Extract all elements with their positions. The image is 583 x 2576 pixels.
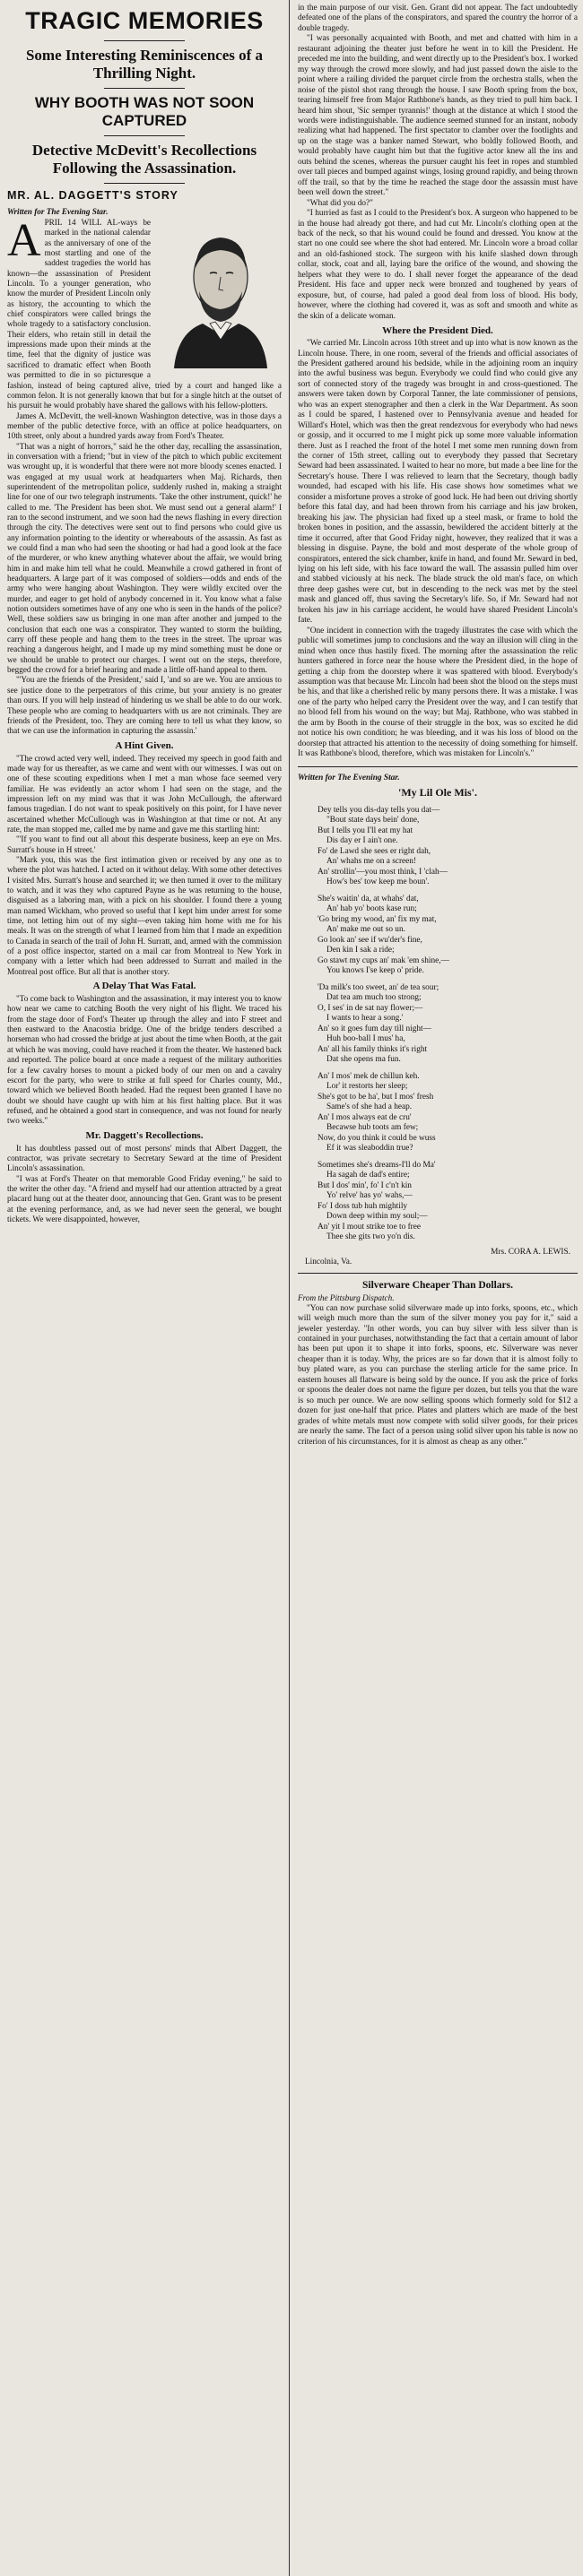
- paragraph: "To come back to Washington and the assassination, it may interest you to know how near we came to catching Booth the very night of his flight. We traced his from the stage door of Ford's Theater up through the alley and into F street and then eastward to the Anacostia bridge. One of the bridge tenders described a horseman who had crossed the bridge at just about the time when Booth, at the gait at which he was moving, could have reached it from the theater. We hastened back and reported. The police board at once made a request of the military authorities for a few cavalry horses to mount a picked body of our men on and a cavalry escort for the party, who were to strike at full speed for Charles county, Md., toward which we believed Booth headed. Had the request been granted I have no doubt we should have caught up with him at his first halting place. But it was refused, and he obtained a good start in consequence, and was not found for nearly two weeks.": [7, 994, 282, 1126]
- paragraph: "'If you want to find out all about this desperate business, keep an eye on Mrs. Surratt's house in H street.': [7, 834, 282, 854]
- credit-line: From the Pittsburg Dispatch.: [298, 1292, 395, 1302]
- paragraph: "I was personally acquainted with Booth, and met and chatted with him in a restaurant adjoining the theater just before he went in to kill the President. He preceded me into the building, and went directly up to the President's box. I worked my way through the crowd more slowly, and had just passed down the aisle to the point where a railing divided the parquet circle from the orchestra stalls, when the noise of the pistol shot rang through the house. I saw Booth spring from the box, tearing himself free from Major Rathbone's hands, as they tried to pull him back. I heard him shout, 'Sic semper tyrannis!' though at the distance at which I stood the words were indistinguishable. The audience seemed stunned for an instant, nobody realizing what had happened. The first spectator to clamber over the footlights and up on the stage was a banker named Stewart, who boldly followed Booth, and would probably have caught him but that the fugitive actor knew all the ins and outs behind the scenes, whereas the pursuer caught his feet in ropes and stumbled over tall pieces and bumped against wings, losing ground rapidly, and being thrown off the trail, so that by the time he reached the stage door the assassin must have been well down the street.": [298, 34, 578, 198]
- poem-stanza: [318, 895, 578, 977]
- divider: [104, 183, 185, 184]
- poem-line: Dat she opens ma fun.: [326, 1055, 401, 1065]
- poem-line: Ef it was sleaboddin true?: [326, 1144, 413, 1154]
- poem-line: Same's of she had a heap.: [326, 1102, 413, 1112]
- divider: [104, 88, 185, 89]
- headline: TRAGIC MEMORIES: [25, 7, 264, 34]
- poem-line: O, I ses' in de sat nay flower;—: [318, 1003, 423, 1013]
- paragraph: "You can now purchase solid silverware made up into forks, spoons, etc., which will weigh much more than the sum of the silver money you pay for it," said a jeweler yesterday. "In other words, you can buy silver with less silver than is contained in your purchases, notwithstanding the fact that a certain amount of labor has been put upon it to shape it into forks, spoons, etc. Silverware was never cheaper than it is today. Why, the prices are so far down that it is almost folly to buy plated ware, as you can purchase the sterling article for the same price. In eastern houses all flatware is being sold by the ounce. If you ask the price of forks or spoons the dealer does not name the figure per dozen, but tells you that the ware is so much per ounce. We are now selling spoons which formerly sold for $12 a dozen for just one-half that price. Plates and platters which are made of the best grades of white metals must now compete with solid silver goods, for their prices are nearly the same. The fact of a person using solid silver upon his table is now no criterion of his circumstances, for it is almost as cheap as any other.": [298, 1303, 578, 1447]
- poem-line: An' make me out so un.: [326, 925, 405, 935]
- poem-line: "Bout state days bein' done,: [326, 816, 420, 826]
- paragraph: James A. McDevitt, the well-known Washington detective, was in those days a member of the public detective force, with an office at police headquarters, on 10th street, only about a hundred yards away from Ford's Theater.: [7, 411, 282, 441]
- poem-line: Thee she gits two yo'n dis.: [326, 1232, 415, 1242]
- paragraph: in the main purpose of our visit. Gen. Grant did not appear. The fact undoubtedly defeated one of the plans of the conspirators, and spared the country the horror of a double tragedy.: [298, 4, 578, 33]
- section-heading: Where the President Died.: [382, 325, 493, 337]
- paragraph: "The crowd acted very well, indeed. They received my speech in good faith and made way for us thereafter, as we came and went with our witnesses. I was out on one of these scouting expeditions when I met a man whose face seemed very familiar. He was evidently an actor whom I had seen on the stage, and the impression left on my mind was that it was John McCullough, the afterward famous tragedian. I do not want to speak positively on this point, for I have never ascertained whether McCullough was in Washington at that time or not. At any rate, the man stopped me, called me by name and gave me this startling hint:: [7, 753, 282, 834]
- poem-line: An' strollin'—you most think, I 'clah—: [318, 867, 448, 877]
- paragraph: "That was a night of horrors," said he the other day, recalling the assassination, in conversation with a friend; "but in view of the pitch to which public excitement was wrought up, it is wonderful that there were not more bloody scenes enacted. I was engaged at my usual work at headquarters when Maj. Richards, then superintendent of the metropolitan police, suddenly rushed in, making a straight line for one of our two telegraph instruments. 'Take the other instrument, quick!' he called to me. 'The President has been shot. We must send out a general alarm!' I ran to the second instrument, and we soon had the news flashing in every direction through the city. The detectives were sent out to find persons who could give us any information pointing to the identity or whereabouts of the assassin. As fast as we could find a man who had seen the shooting or had had a good look at the face of the murderer, or who knew anything whatever about the affair, we would bring him in and make him tell what he could. Meanwhile a crowd gathered in front of headquarters. A large part of it was composed of soldiers—odds and ends of the army who were hanging about Washington. They were wildly excited over the murder, and eager to get hold of anybody concerned in it. You know what a false notion outsiders sometimes have of any one who is seen in the hands of the police? Well, these soldiers saw us bringing in one man after another and jumped to the conclusion that each one was a conspirator. They wanted to storm the building, carry off these people and hang them to the trees in the street. The uproar was reaching a dangerous height, and I made up my mind something must be done or we should be unable to protect our charges. I went out on the steps, therefore, begged the crowd for a brief hearing and made a little off-hand appeal to them.: [7, 441, 282, 675]
- deck-secondary: Detective McDevitt's Recollections Following the Assassination.: [31, 142, 257, 177]
- paragraph: It has doubtless passed out of most persons' minds that Albert Daggett, the contractor, was private secretary to Secretary Seward at the time of President Lincoln's assassination.: [7, 1143, 282, 1173]
- poem-line: But I tells you I'll eat my hat: [318, 826, 413, 835]
- section-heading: Silverware Cheaper Than Dollars.: [361, 1279, 514, 1291]
- poem-title: 'My Lil Ole Mis'.: [398, 785, 477, 799]
- poem-line: An' so it goes fum day till night—: [318, 1024, 431, 1033]
- poem-line: An' hab yo' boots kase run;: [326, 904, 417, 914]
- poem-line: Dat tea am much too strong;: [326, 993, 422, 1003]
- poem-stanza: [318, 806, 578, 888]
- poem-line: She's waitin' da, at whahs' dat,: [318, 894, 419, 903]
- poem-line: 'Go bring my wood, an' fix my mat,: [318, 914, 437, 924]
- subheadline: Some Interesting Reminiscences of a Thrilling Night.: [25, 47, 264, 82]
- poem-line: Becawse hub toots am few;: [326, 1123, 419, 1133]
- poem-line: Down deep within my soul;—: [326, 1212, 428, 1222]
- byline: MR. AL. DAGGETT'S STORY: [7, 189, 178, 202]
- divider: [104, 135, 185, 136]
- paragraph: "We carried Mr. Lincoln across 10th street and up into what is now known as the Lincoln house. There, in one room, several of the friends and official associates of the President gathered around his bedside, while in the adjoining room an inquiry into the awful business was begun. Everybody we could find who could give any sort of connected story of the tragedy was brought in and cross-questioned. The answers were taken down by Corporal Tanner, the late commissioner of pensions, who was an expert stenographer and then a clerk in the War Department. As soon as I could be spared, I hastened over to Pennsylvania avenue and headed for Willard's Hotel, which was then the great rendezvous for everybody who had news or gossip, and it occurred to me I might pick up some more valuable information there. Just as I reached the front of the hotel I met some men running down from the corner of 15th street, calling out to everybody they passed that Secretary Seward had been assassinated. I waited to hear no more, but made a bee line for the Secretary's house. There I was relieved to learn that the Secretary, though badly wounded, had escaped with his life. His case shows how sometimes what we consider a misfortune proves a stroke of good luck. He had been out driving shortly before this fatal day, and had been thrown from his carriage and his jaw broken, breaking his jaw. The physician had fixed up a steel mask, or frame to hold the broken bones in position, and the assassin, bewildered the accident bitterly at the time it occurred, after that Good Friday night, however, they realized that it was a blessing in disguise. Payne, the bold and most desperate of the whole group of conspirators, entered the sick chamber, knife in hand, and found Mr. Seward in bed, lying on his left side, with his face toward the wall. The assassin pulled him over and stabbed viciously at his neck. The blade struck the old man's face, on which three deep gashes were cut, but in descending to the neck was met by the steel mask and glanced off, thus saving the Secretary's life. So, if Mr. Seward had not broken his jaw in his carriage accident, he would have shared President Lincoln's fate.: [298, 339, 578, 626]
- poem-line: You knows I'se keep o' pride.: [326, 966, 424, 976]
- poem-line: An' whahs me on a screen!: [326, 857, 417, 867]
- poem-line: Go stawt my cups an' mak 'em shine,—: [318, 955, 449, 965]
- column-rule: [289, 0, 290, 2576]
- poem-line: I wants to hear a song.': [326, 1014, 404, 1024]
- lincoln-portrait-illustration: [156, 221, 282, 368]
- poem-line: But I dos' min', fo' I c'n't kin: [318, 1180, 412, 1190]
- section-heading: Mr. Daggett's Recollections.: [85, 1129, 204, 1141]
- poem-line: Lor' it restorts her sleep;: [326, 1082, 408, 1092]
- poem-line: Now, do you think it could be wuss: [318, 1133, 436, 1143]
- left-column: [4, 0, 283, 2576]
- poem-credit: Written for The Evening Star.: [298, 773, 400, 782]
- paragraph: "One incident in connection with the tragedy illustrates the case with which the public will sometimes jump to conclusions and the way an illusion will cling in the mind when once thus hastily fixed. The morning after the assassination the relic hunters gathered in force near the house where the President died, in the hope of getting a chip from the doorstep where it was spattered with blood. Everybody's assumption was that because Mr. Lincoln had been shot the blood on the steps must be his, and that like a cherished relic by many persons there. It was a mistake. I was one of the party who helped carry the President over the way, and I can testify that no blood fell from his wound on the way; but Maj. Rathbone, who was stabbed in the arm by Booth in the course of their struggle in the box, was so excited he did not notice his own condition; he was bleeding, and it was his loss of blood on the doorstep that attracted his attention to the necessity of doing something for himself. It was Rathbone's blood, therefore, which was mistaken for Lincoln's.": [298, 626, 578, 759]
- poem-line: Dis day er I ain't one.: [326, 836, 398, 846]
- poem-line: Sometimes she's dreams-I'll do Ma': [318, 1160, 436, 1170]
- deck: WHY BOOTH WAS NOT SOON CAPTURED: [34, 94, 255, 129]
- section-heading: A Hint Given.: [115, 739, 174, 751]
- poem-line: Go look an' see if wu'der's fine,: [318, 935, 422, 945]
- poem-line: How's bes' tow keep me boun'.: [326, 877, 430, 887]
- drop-cap: A: [7, 218, 41, 266]
- poem-signature: Mrs. CORA A. LEWIS.: [491, 1247, 570, 1257]
- credit-line: Written for The Evening Star.: [7, 207, 109, 216]
- poem-stanza: [318, 1161, 578, 1243]
- poem-line: She's got to be ha', but I mos' fresh: [318, 1092, 434, 1102]
- poem-stanza: [318, 983, 578, 1066]
- poem-line: An' yit I mout strike toe to free: [318, 1222, 422, 1232]
- poem-line: Fo' de Lawd she sees er right dah,: [318, 846, 431, 856]
- divider: [104, 40, 185, 41]
- lede-block: [7, 218, 282, 411]
- poem-line: Ha sagah de dad's entire;: [326, 1171, 410, 1180]
- lede-paragraph: PRIL 14 WILL AL-ways be marked in the national calendar as the anniversary of one of the most startling and one of the saddest tragedies the world has known—the assassination of President Lincoln. To a younger generation, who know the murder of President Lincoln only as history, the accounting to which the chief conspirators were called brings the whole tragedy to a satisfactory conclusion. Their elders, who retain still in detail the impressions made upon their minds at the time, feel that the dignity of justice was sacrificed to dramatic effect when Booth was permitted to die in so picturesque a fashion, instead of being captured alive, tried by a court and hanged like a common felon. It is not generally known that but for a single hitch at the outset of his pursuit he would probably have shared the gallows with his fellow-plotters.: [7, 218, 282, 411]
- poem-line: An' I mos' mek de chillun keh.: [318, 1071, 420, 1081]
- paragraph: "Mark you, this was the first intimation given or received by any one as to where the plot was hatched. I acted on it without delay. With some other detectives I visited Mrs. Surratt's house and searched it; we then turned it over to the military to watch, and it was they who captured Payne as he was returning to the house, disguised as a laboring man, with a pick on his shoulder. I found there a young man named Wickham, who proved so useful that I kept him under arrest for some time, not letting him out of my sight—even taking him home with me for his meals. It was on the strength of what I learned from him that I made an expedition to Canada in search of the trail of John H. Surratt, and, armed with the commission of a post office inspector, started on a mail car from Montreal to New York in company with a letter which had been addressed to Surratt and mailed in the Montreal post office. But all that is another story.: [7, 854, 282, 976]
- poem-line: Den kin I sak a ride;: [326, 946, 395, 955]
- divider: [298, 1273, 578, 1274]
- poem-stanza: [318, 1072, 578, 1154]
- right-column: [296, 0, 579, 2576]
- poem-line: 'Da milk's too sweet, an' de tea sour;: [318, 982, 439, 992]
- poem-line: An' all his family thinks it's right: [318, 1044, 428, 1054]
- divider: [298, 766, 578, 767]
- paragraph: "What did you do?": [307, 198, 373, 208]
- paragraph: "I was at Ford's Theater on that memorable Good Friday evening," he said to the writer the other day. "A friend and myself had our attention attracted by a great placard hung out at the theater door, announcing that Gen. Grant was to be present at the evening performance, and, as we had never seen the general, we bought tickets. We were disappointed, however,: [7, 1173, 282, 1223]
- poem-line: Dey tells you dis-day tells you dat—: [318, 805, 440, 815]
- poem-line: Huh boo-ball I mus' ha,: [326, 1034, 405, 1044]
- poem-line: An' I mos always eat de cru': [318, 1112, 412, 1122]
- poem-line: Fo' I doss tub huh mightily: [318, 1201, 408, 1211]
- poem-line: Yo' relve' has yo' wahs,—: [326, 1191, 413, 1201]
- paragraph: "I hurried as fast as I could to the President's box. A surgeon who happened to be in the house had already got there, and had cut Mr. Lincoln's clothing open at the back of the neck, so that his wound could be found and dressed. You know at the start no one could see where the shot had entered. Mr. Lincoln wore a broad collar and an old-fashioned stock. The surgeon with his knife slashed down through collar, stock, coat and all, laying bare the orifice of the wound, and showing the helpers what they were to do. I shall never forget the appearance of the dead President. His face and upper neck were bronzed and toughened by years of exposure, but, of course, had paled a good deal from loss of blood. His body, however, where the clothing had covered it, was as soft and smooth and white as the skin of a delicate woman.: [298, 209, 578, 321]
- section-heading: A Delay That Was Fatal.: [92, 981, 196, 992]
- poem-place: Lincolnia, Va.: [305, 1257, 352, 1266]
- paragraph: "'You are the friends of the President,' said I, 'and so are we. You are anxious to see justice done to the perpetrators of this crime, but your anxiety is no greater than ours. If you will help instead of hindering us we shall be able to do our work. These people who are coming to headquarters with us are not criminals. They are friends of the President, too. They are coming here to tell us what they know, so that we can use the information in capturing the assassin.': [7, 675, 282, 736]
